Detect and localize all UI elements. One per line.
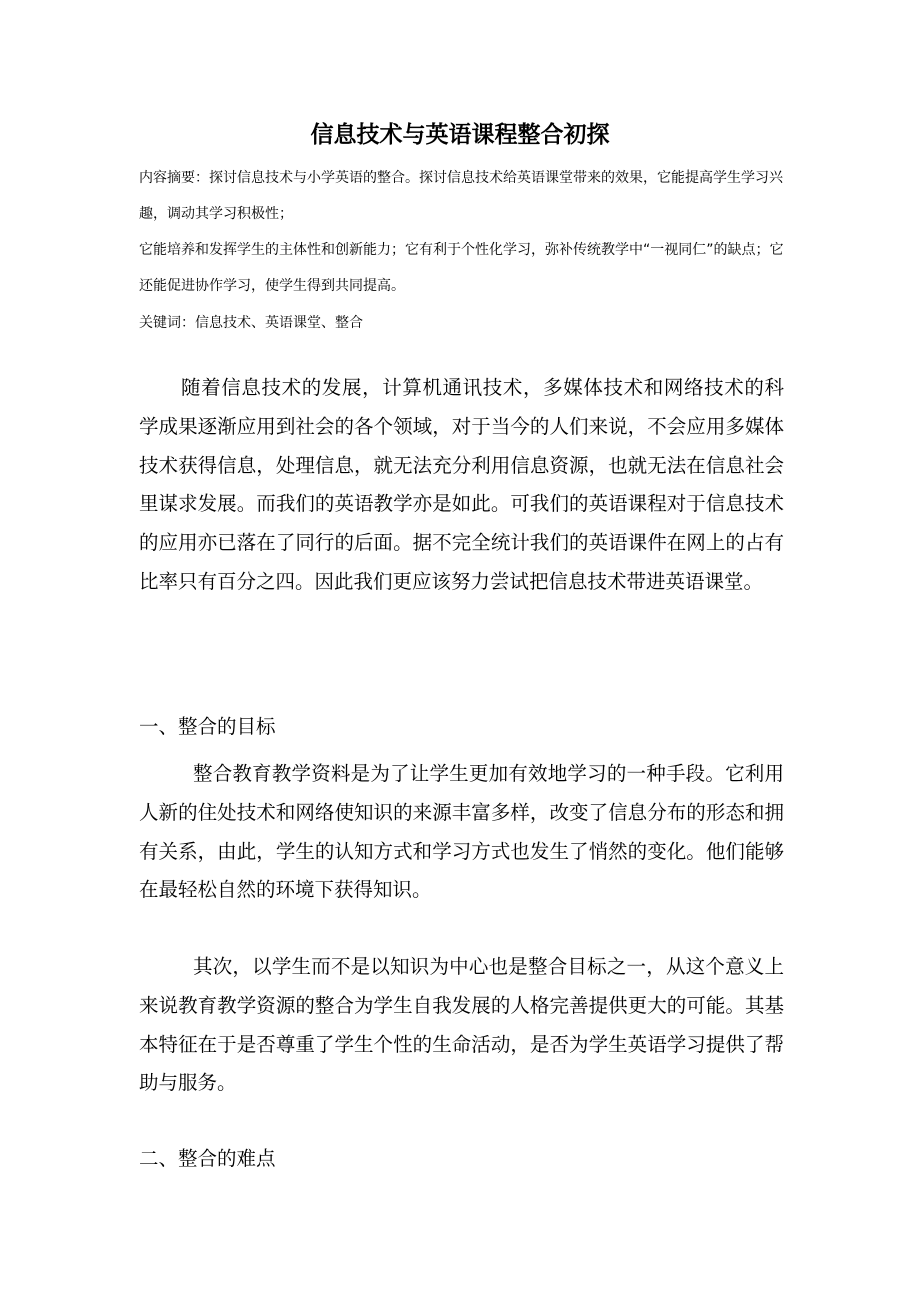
goals-paragraph-1: 整合教育教学资料是为了让学生更加有效地学习的一种手段。它利用人新的住处技术和网络使知识的来源丰富多样，改变了信息分布的形态和拥有关系，由此，学生的认知方式和学习方式也发生了悄然的变化。他们能够在最轻松自然的环境下获得知识。: [139, 762, 784, 902]
abstract-summary: 内容摘要：探讨信息技术与小学英语的整合。探讨信息技术给英语课堂带来的效果，它能提高学生学习兴趣，调动其学习积极性；: [139, 170, 783, 222]
goals-paragraph-2: 其次，以学生而不是以知识为中心也是整合目标之一，从这个意义上来说教育教学资源的整合为学生自我发展的人格完善提供更大的可能。其基本特征在于是否尊重了学生个性的生命活动，是否为学生英语学习提供了帮助与服务。: [139, 955, 784, 1095]
section-heading-goals: 一、整合的目标: [139, 715, 276, 738]
intro-paragraph: 随着信息技术的发展，计算机通讯技术，多媒体技术和网络技术的科学成果逐渐应用到社会的各个领域，对于当今的人们来说，不会应用多媒体技术获得信息，处理信息，就无法充分利用信息资源，也就无法在信息社会里谋求发展。而我们的英语教学亦是如此。可我们的英语课程对于信息技术的应用亦已落在了同行的后面。据不完全统计我们的英语课件在网上的占有比率只有百分之四。因此我们更应该努力尝试把信息技术带进英语课堂。: [139, 376, 784, 593]
abstract-summary-continued: 它能培养和发挥学生的主体性和创新能力；它有利于个性化学习，弥补传统教学中“一视同仁”的缺点；它还能促进协作学习，使学生得到共同提高。: [139, 242, 784, 294]
keywords-line: 关键词：信息技术、英语课堂、整合: [139, 315, 363, 331]
document-title: 信息技术与英语课程整合初探: [310, 122, 610, 148]
section-heading-difficulties: 二、整合的难点: [139, 1147, 276, 1170]
